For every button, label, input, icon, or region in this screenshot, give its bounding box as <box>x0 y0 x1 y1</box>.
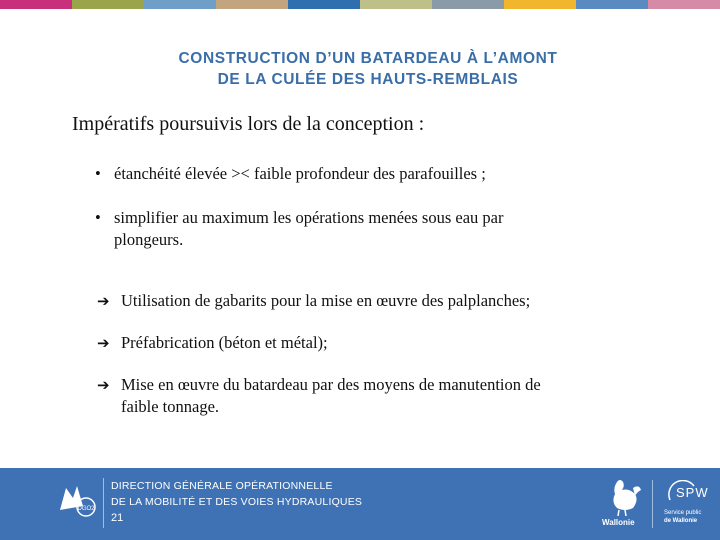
footer-bar <box>0 468 720 540</box>
arrow-item <box>97 332 328 354</box>
spw-label: SPW <box>676 485 709 500</box>
arrow-item <box>97 290 531 312</box>
arrow-item-text: Utilisation de gabarits pour la mise en œuvre des palplanches; <box>121 291 531 310</box>
bullet-text-line-1: simplifier au maximum les opérations menées sous eau par <box>114 208 504 227</box>
dgo2-logo-icon <box>56 480 96 520</box>
spw-logo <box>664 480 710 528</box>
stripe <box>0 0 72 9</box>
bullet-text-line-2: plongeurs. <box>114 230 184 249</box>
section-heading: Impératifs poursuivis lors de la conception : <box>72 113 425 135</box>
right-arrow-icon: ➔ <box>97 292 110 310</box>
stripe <box>216 0 288 9</box>
footer-divider <box>103 478 104 528</box>
stripe <box>648 0 720 9</box>
arrow-item <box>97 374 541 418</box>
stripe <box>144 0 216 9</box>
stripe <box>504 0 576 9</box>
rooster-logo-icon <box>605 476 645 516</box>
stripe <box>360 0 432 9</box>
stripe <box>72 0 144 9</box>
stripe <box>576 0 648 9</box>
arrow-item-text-line-2: faible tonnage. <box>121 397 220 416</box>
arrow-item-text: Préfabrication (béton et métal); <box>121 333 328 352</box>
footer-line-1: DIRECTION GÉNÉRALE OPÉRATIONNELLE <box>111 480 333 492</box>
stripe <box>288 0 360 9</box>
logo-left-label: DGO2 <box>77 506 95 512</box>
right-arrow-icon: ➔ <box>97 334 110 352</box>
spw-sub-line-2: de Wallonie <box>664 518 698 524</box>
bullet-text: étanchéité élevée >< faible profondeur des parafouilles ; <box>114 164 486 183</box>
slide-title-line-1: CONSTRUCTION D’UN BATARDEAU À L’AMONT <box>178 50 558 67</box>
top-color-stripes <box>0 0 720 9</box>
stripe <box>432 0 504 9</box>
bullet-dot-icon: • <box>95 208 101 227</box>
bullet-item <box>95 163 486 185</box>
spw-sub-line-1: Service public <box>664 510 702 516</box>
bullet-item <box>95 207 504 251</box>
arrow-item-text-line-1: Mise en œuvre du batardeau par des moyens de manutention de <box>121 375 541 394</box>
wallonie-label: Wallonie <box>602 518 635 527</box>
right-arrow-icon: ➔ <box>97 376 110 394</box>
bullet-dot-icon: • <box>95 164 101 183</box>
footer-line-2: DE LA MOBILITÉ ET DES VOIES HYDRAULIQUES <box>111 496 363 508</box>
page-number: 21 <box>111 512 124 524</box>
footer-divider <box>652 480 653 528</box>
slide-title-line-2: DE LA CULÉE DES HAUTS-REMBLAIS <box>217 71 519 88</box>
